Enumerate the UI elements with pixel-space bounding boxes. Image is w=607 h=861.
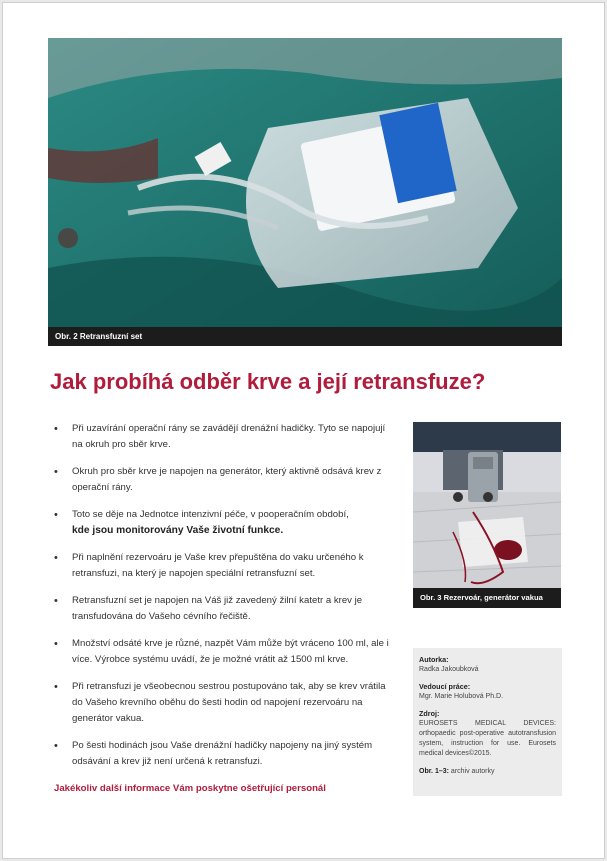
list-item: • Po šesti hodinách jsou Vaše drenážní hadičky napojeny na jiný systém odsávání a krev již není určená k retransfuzi. xyxy=(51,738,391,770)
author-name: Radka Jakoubková xyxy=(419,666,479,673)
supervisor-label: Vedoucí práce: xyxy=(419,682,471,691)
bullet-list xyxy=(51,421,391,781)
retransfusion-set-illustration xyxy=(48,38,562,346)
list-item: • Toto se děje na Jednotce intenzivní péče, v pooperačním období, kde jsou monitorovány Vaše životní funkce. xyxy=(51,507,391,539)
supervisor-name: Mgr. Marie Holubová Ph.D. xyxy=(419,693,504,700)
footer-note: Jakékoliv další informace Vám poskytne ošetřující personál xyxy=(54,783,326,794)
author-label: Autorka: xyxy=(419,655,449,664)
source-text: EUROSETS MEDICAL DEVICES: orthopaedic post-operative autotransfusion system, instruction for use. Eurosets medical devices©2015. xyxy=(419,720,556,757)
source-label: Zdroj: xyxy=(419,709,440,718)
list-item: • Při uzavírání operační rány se zavádějí drenážní hadičky. Tyto se napojují na okruh pro sběr krve. xyxy=(51,421,391,453)
reservoir-illustration xyxy=(413,422,561,608)
author-infobox xyxy=(413,648,562,796)
brochure-page xyxy=(2,2,605,859)
list-item: • Okruh pro sběr krve je napojen na generátor, který aktivně odsává krev z operační rány. xyxy=(51,464,391,496)
figures-credit: Obr. 1–3: archiv autorky xyxy=(419,768,495,775)
hero-caption: Obr. 2 Retransfuzní set xyxy=(48,327,562,346)
side-photo-caption: Obr. 3 Rezervoár, generátor vakua xyxy=(413,588,561,608)
page-title: Jak probíhá odběr krve a její retransfuze? xyxy=(50,369,486,394)
list-item: • Množství odsáté krve je různé, nazpět Vám může být vráceno 100 ml, ale i více. Výrobce systému uvádí, že je možné vrátit až 1500 ml krve. xyxy=(51,636,391,668)
list-item: • Při naplnění rezervoáru je Vaše krev přepuštěna do vaku určeného k retransfuzi, na který je napojen speciální retransfuzní set. xyxy=(51,550,391,582)
reservoir-photo xyxy=(413,422,561,608)
list-item: • Při retransfuzi je všeobecnou sestrou postupováno tak, aby se krev vrátila do Vašeho krevního oběhu do šesti hodin od napojení rezervoáru na generátor vakua. xyxy=(51,679,391,727)
list-item: • Retransfuzní set je napojen na Váš již zavedený žilní katetr a krev je transfudována do Vašeho cévního řečiště. xyxy=(51,593,391,625)
retransfusion-set-photo xyxy=(48,38,562,346)
